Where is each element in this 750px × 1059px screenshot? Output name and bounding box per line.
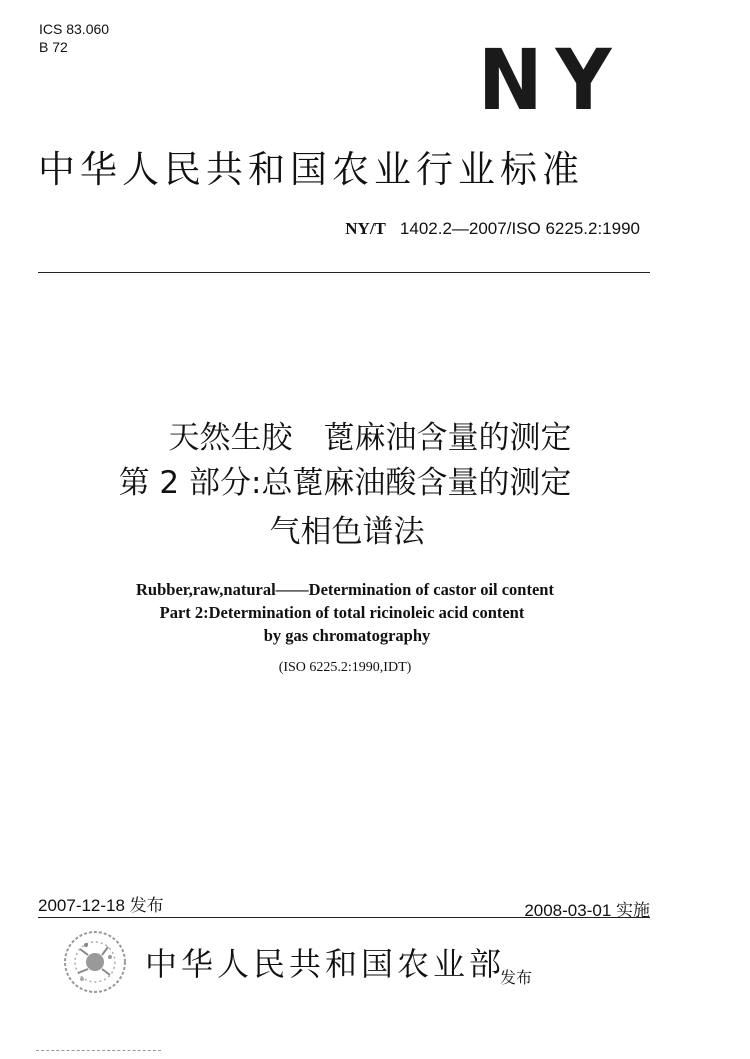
implement-date: 2008-03-01 实施 xyxy=(524,901,650,920)
title-cn-line-3: 气相色谱法 xyxy=(269,514,425,550)
title-en-line-2: Part 2:Determination of total ricinoleic acid content xyxy=(159,603,525,622)
bottom-divider xyxy=(36,1050,161,1051)
title-cn-line-2: 第 2 部分:总蓖麻油酸含量的测定 xyxy=(118,465,572,501)
title-en-line-1: Rubber,raw,natural——Determination of castor oil content xyxy=(136,580,554,599)
footer-divider xyxy=(38,917,650,918)
standard-prefix: NY/T xyxy=(345,219,386,238)
title-cn-line-1: 天然生胶 蓖麻油含量的测定 xyxy=(168,420,572,456)
standard-number: 1402.2—2007/ISO 6225.2:1990 xyxy=(399,219,640,238)
publish-date: 2007-12-18 发布 xyxy=(38,896,164,915)
classification-codes xyxy=(39,20,109,56)
issuing-authority: 中华人民共和国农业部 xyxy=(145,945,506,983)
issuer-suffix: 发布 xyxy=(500,968,533,987)
standard-logo: NY xyxy=(478,31,625,129)
standard-number-line xyxy=(345,219,640,239)
iso-equivalence: (ISO 6225.2:1990,IDT) xyxy=(278,660,412,675)
ics-code: ICS 83.060 xyxy=(39,21,110,37)
ccs-code: B 72 xyxy=(39,39,68,55)
agency-title: 中华人民共和国农业行业标准 xyxy=(38,148,584,191)
header-divider xyxy=(38,272,650,273)
title-en-line-3: by gas chromatography xyxy=(263,626,431,645)
ministry-seal-icon xyxy=(60,927,130,997)
